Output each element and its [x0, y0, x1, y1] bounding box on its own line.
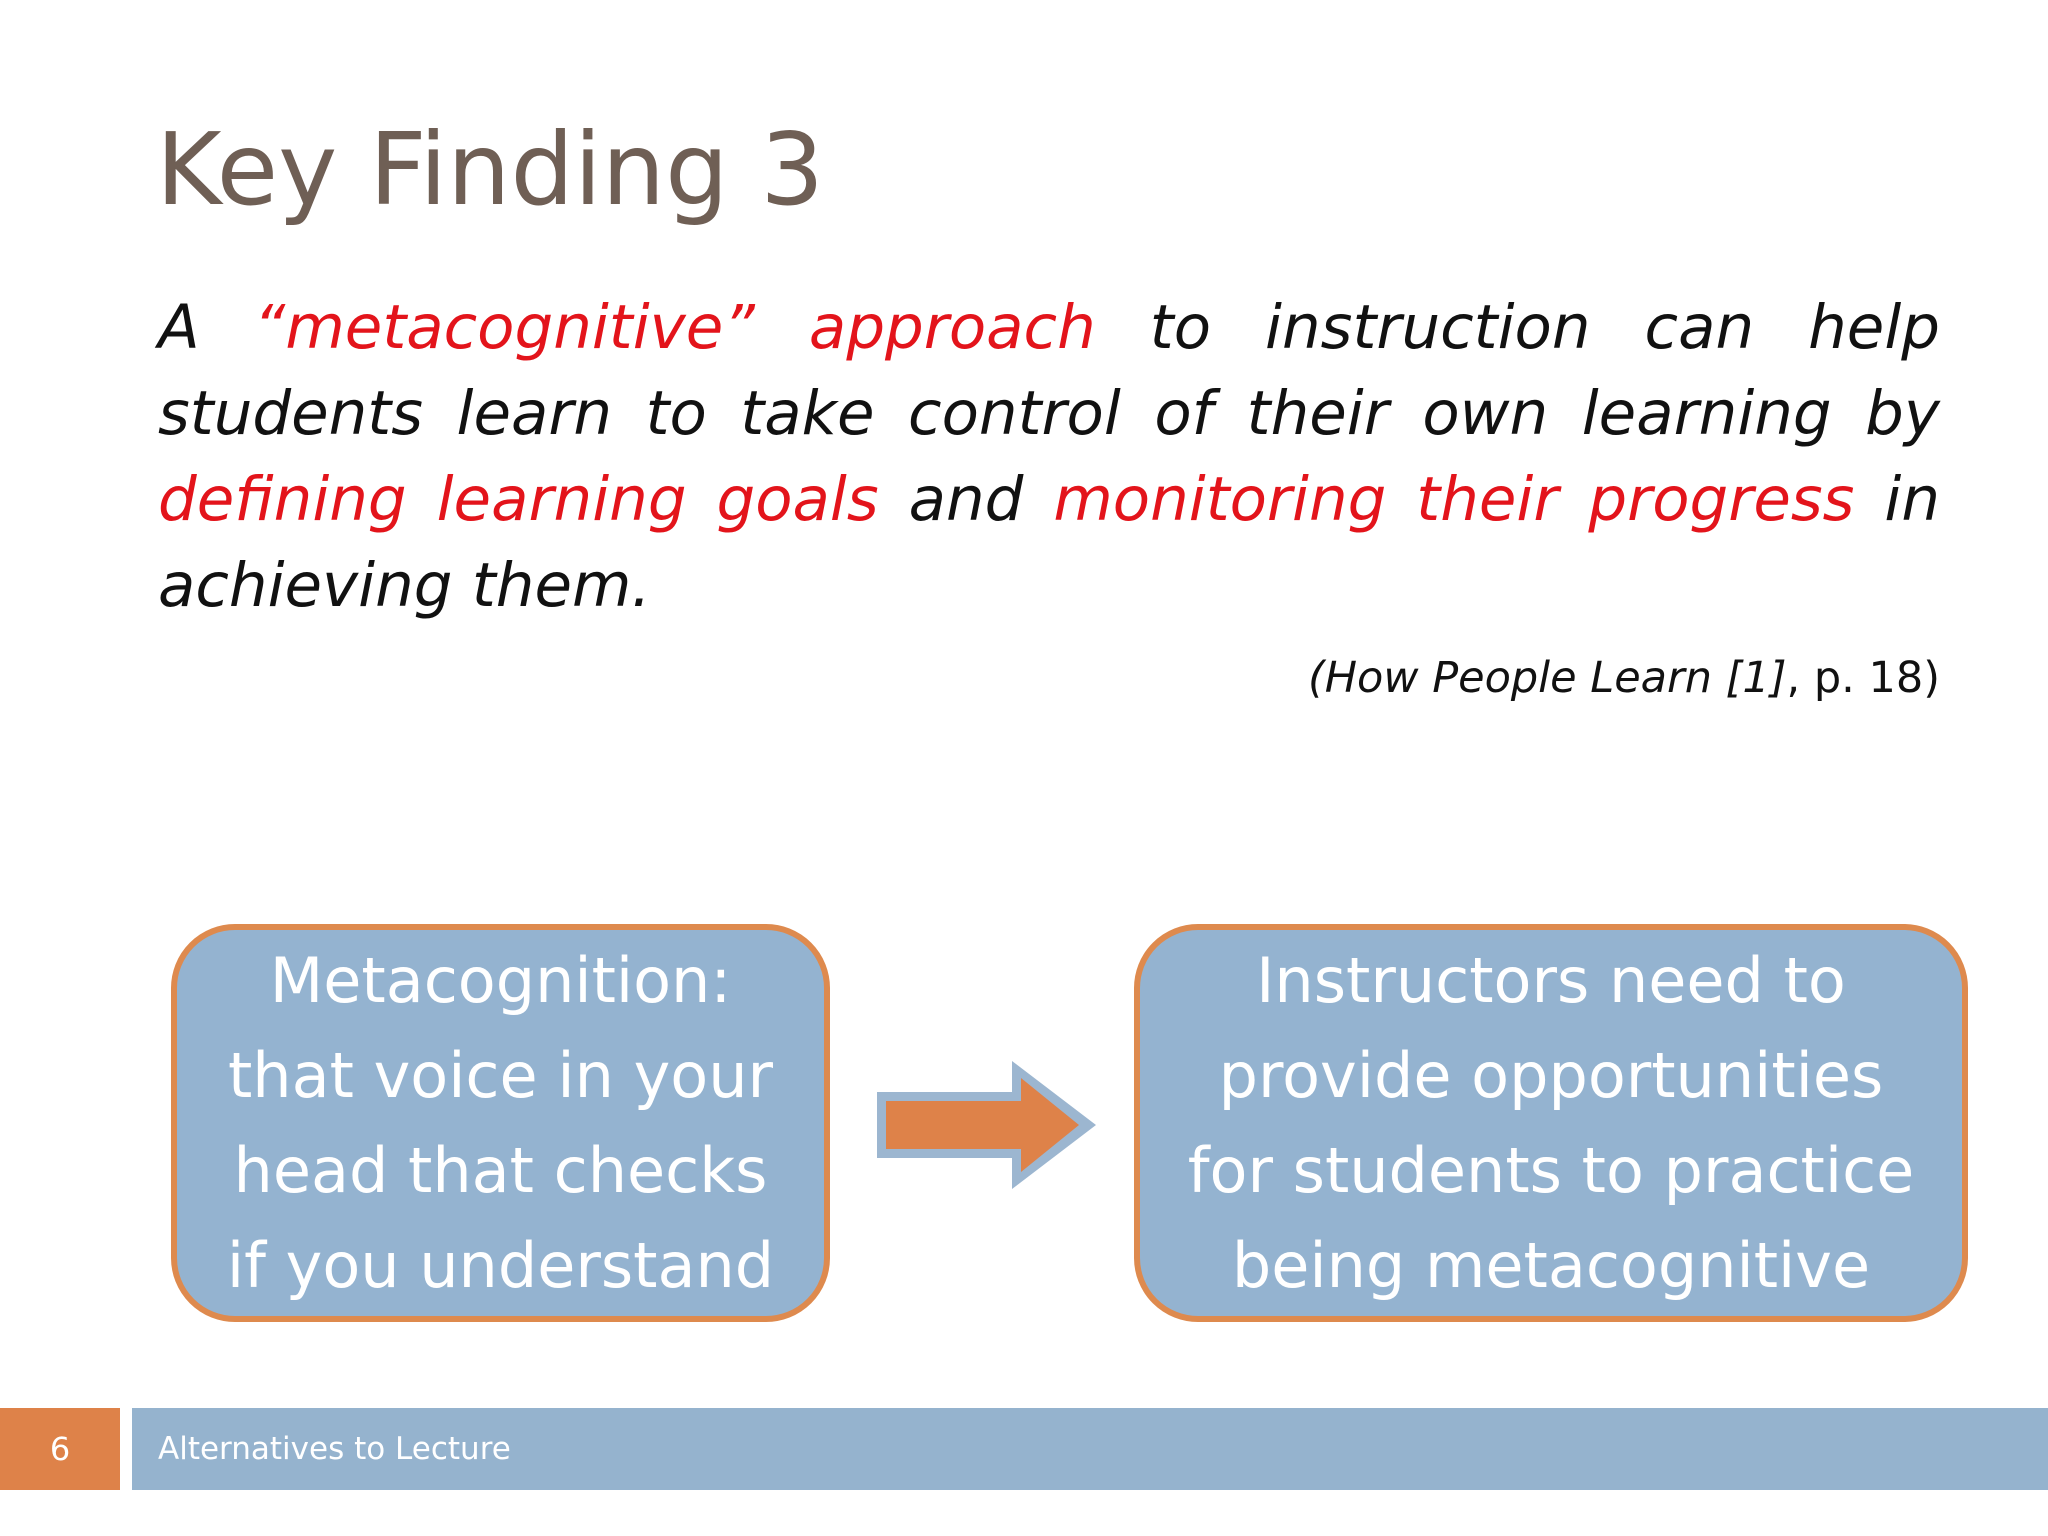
box-line: that voice in your	[227, 1039, 774, 1112]
statement-text: to instruction can help students learn to take control of their own learning by	[158, 292, 1941, 449]
right-arrow-icon	[874, 1058, 1100, 1192]
slide-title: Key Finding 3	[156, 111, 825, 228]
statement-text: A	[158, 292, 254, 363]
citation-page: , p. 18)	[1786, 653, 1940, 703]
box-line: head that checks	[233, 1134, 768, 1207]
key-finding-statement	[158, 285, 1940, 629]
citation-source: (How People Learn [1]	[1307, 653, 1787, 703]
box-line: if you understand	[226, 1229, 775, 1302]
statement-text: and	[878, 464, 1054, 535]
footer-deck-title: Alternatives to Lecture	[132, 1408, 2048, 1490]
statement-text: in achieving them.	[158, 464, 1940, 621]
box-line: Metacognition:	[269, 944, 732, 1017]
highlight-metacognitive-approach: “metacognitive” approach	[253, 292, 1096, 363]
box-line: provide opportunities	[1218, 1039, 1884, 1112]
highlight-monitoring-progress: monitoring their progress	[1053, 464, 1855, 535]
slide-number: 6	[0, 1408, 120, 1490]
box-line: for students to practice	[1187, 1134, 1915, 1207]
metacognition-definition-box	[171, 924, 830, 1322]
box-line: being metacognitive	[1231, 1229, 1871, 1302]
highlight-defining-goals: defining learning goals	[158, 464, 879, 535]
instructor-implication-box	[1134, 924, 1968, 1322]
citation	[1308, 648, 1940, 708]
box-line: Instructors need to	[1256, 944, 1846, 1017]
